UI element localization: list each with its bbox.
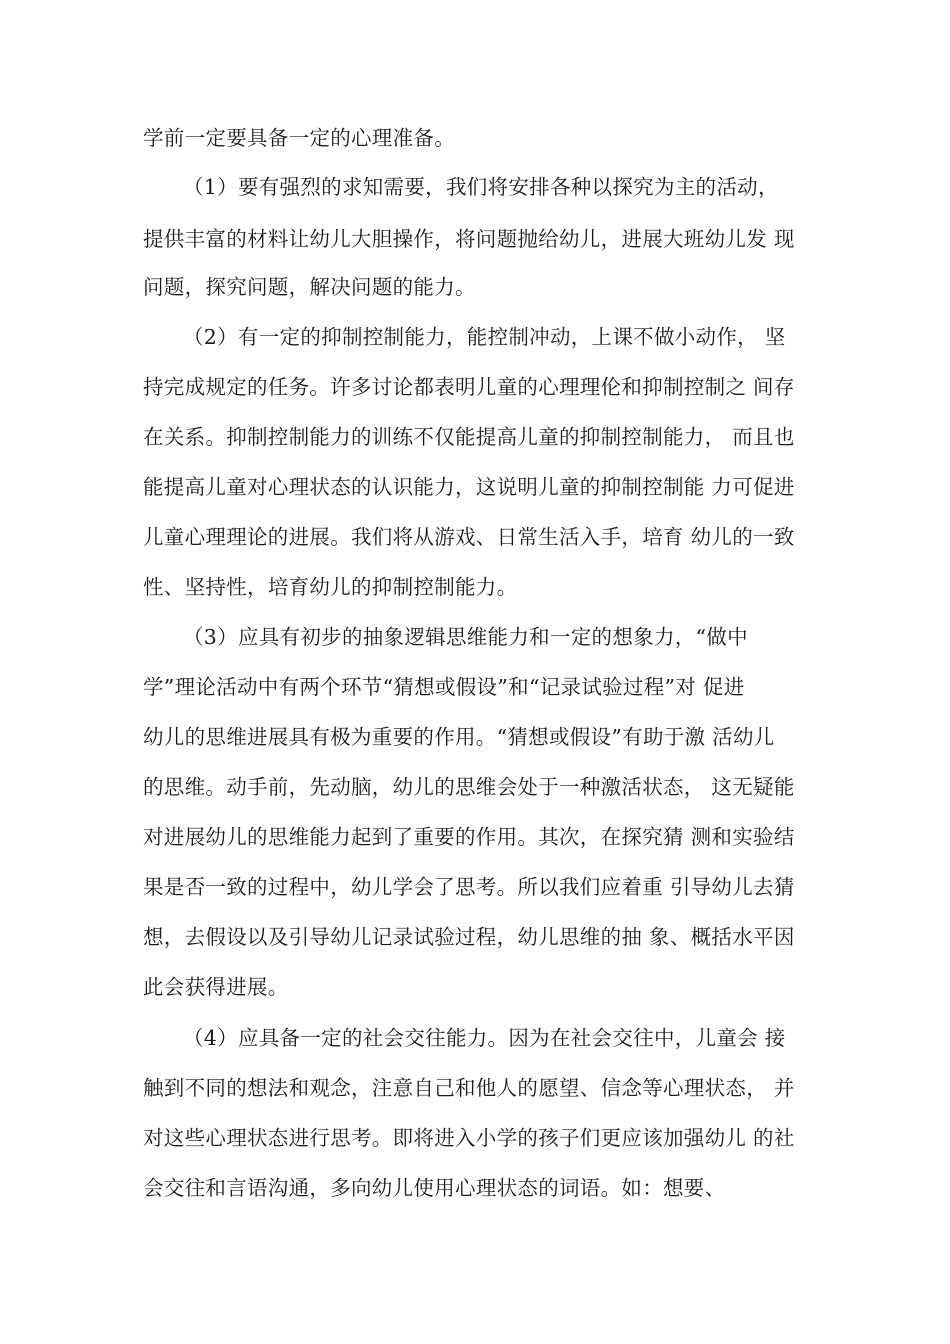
text-line: 触到不同的想法和观念，注意自己和他人的愿望、信念等心理状态， 并: [143, 1076, 795, 1100]
text-line: 对这些心理状态进行思考。即将进入小学的孩子们更应该加强幼儿 的社: [143, 1126, 795, 1150]
text-line: 能提高儿童对心理状态的认识能力，这说明儿童的抑制控制能 力可促进: [143, 475, 795, 499]
text-line: 学前一定要具备一定的心理准备。: [143, 126, 455, 150]
text-line: 持完成规定的任务。许多讨论都表明儿童的心理理伦和抑制控制之 间存: [143, 375, 795, 399]
text-line: 的思维。动手前，先动脑，幼儿的思维会处于一种激活状态， 这无疑能: [143, 775, 795, 799]
text-line: 想，去假设以及引导幼儿记录试验过程，幼儿思维的抽 象、概括水平因: [143, 925, 795, 949]
text-line: （4）应具备一定的社会交往能力。因为在社会交往中，儿童会 接: [183, 1026, 786, 1050]
text-line: 提供丰富的材料让幼儿大胆操作，将问题抛给幼儿，进展大班幼儿发 现: [143, 227, 795, 251]
text-line: 学”理论活动中有两个环节“猜想或假设”和“记录试验过程”对 促进: [143, 675, 745, 699]
text-line: 此会获得进展。: [143, 975, 289, 999]
text-line: 问题，探究问题，解决问题的能力。: [143, 275, 476, 299]
text-line: 性、坚持性，培育幼儿的抑制控制能力。: [143, 575, 518, 599]
text-line: （1）要有强烈的求知需要，我们将安排各种以探究为主的活动，: [183, 175, 779, 199]
text-line: （2）有一定的抑制控制能力，能控制冲动，上课不做小动作， 坚: [183, 325, 786, 349]
text-line: 儿童心理理论的进展。我们将从游戏、日常生活入手，培育 幼儿的一致: [143, 525, 795, 549]
text-line: （3）应具有初步的抽象逻辑思维能力和一定的想象力，“做中: [183, 625, 748, 649]
text-line: 在关系。抑制控制能力的训练不仅能提高儿童的抑制控制能力， 而且也: [143, 425, 795, 449]
text-line: 果是否一致的过程中，幼儿学会了思考。所以我们应着重 引导幼儿去猜: [143, 875, 795, 899]
text-line: 对进展幼儿的思维能力起到了重要的作用。其次，在探究猜 测和实验结: [143, 825, 795, 849]
text-line: 会交往和言语沟通，多向幼儿使用心理状态的词语。如：想要、: [143, 1176, 726, 1200]
text-line: 幼儿的思维进展具有极为重要的作用。“猜想或假设”有助于激 活幼儿: [143, 725, 775, 749]
